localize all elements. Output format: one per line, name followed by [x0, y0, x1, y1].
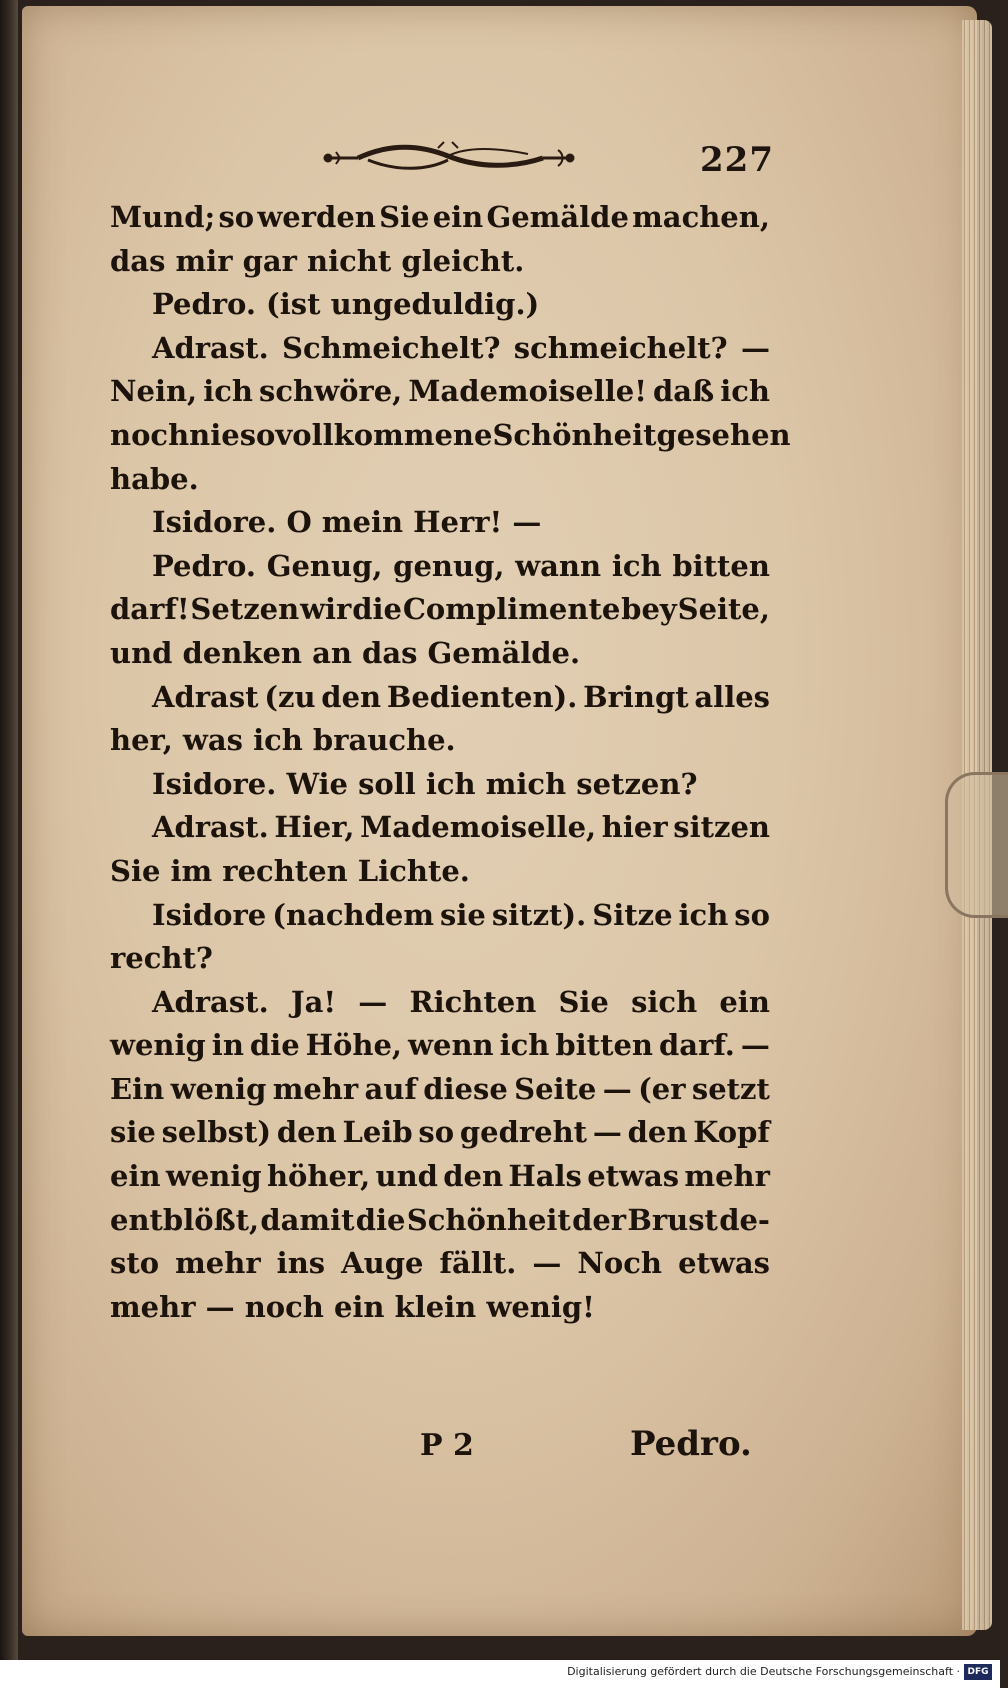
page-tab-marker	[945, 772, 1008, 918]
text-line: sto mehr ins Auge fällt. — Noch etwas	[110, 1246, 770, 1281]
text-line: und denken an das Gemälde.	[110, 635, 581, 670]
footer-credit: Digitalisierung gefördert durch die Deutsche Forschungsgemeinschaft ·	[567, 1665, 960, 1678]
header-ornament-icon	[318, 138, 580, 178]
text-line: Ein wenig mehr auf diese Seite — (er setzt	[110, 1071, 770, 1106]
page-body-text	[110, 196, 791, 1329]
text-line: noch nie so vollkommene Schönheit gesehen	[110, 417, 791, 452]
text-line: darf! Setzen wir die Complimente bey Seite,	[110, 592, 770, 627]
page-number: 227	[700, 140, 774, 180]
text-line: Sie im rechten Lichte.	[110, 853, 470, 888]
text-line: Pedro. (ist ungeduldig.)	[152, 287, 540, 322]
text-line: ein wenig höher, und den Hals etwas mehr	[110, 1159, 770, 1194]
text-line: Adrast. Ja! — Richten Sie sich ein	[152, 984, 770, 1019]
text-line: recht?	[110, 941, 213, 976]
text-line: Adrast. Schmeichelt? schmeichelt? —	[152, 330, 770, 365]
book-cover-edge	[0, 0, 18, 1688]
text-line: Isidore (nachdem sie sitzt). Sitze ich so	[152, 897, 770, 932]
text-line: Nein, ich schwöre, Mademoiselle! daß ich	[110, 374, 770, 409]
text-line: Isidore. O mein Herr! —	[152, 505, 542, 540]
text-line: habe.	[110, 461, 199, 496]
text-line: wenig in die Höhe, wenn ich bitten darf. —	[110, 1028, 770, 1063]
text-line: her, was ich brauche.	[110, 723, 456, 758]
text-line: Adrast. Hier, Mademoiselle, hier sitzen	[152, 810, 770, 845]
text-line: entblößt, damit die Schönheit der Brust de-	[110, 1202, 770, 1237]
text-line: mehr — noch ein klein wenig!	[110, 1289, 595, 1324]
text-line: Adrast (zu den Bedienten). Bringt alles	[152, 679, 770, 714]
text-line: das mir gar nicht gleicht.	[110, 243, 525, 278]
signature-mark: P 2	[420, 1428, 474, 1463]
text-line: Mund; so werden Sie ein Gemälde machen,	[110, 200, 770, 234]
dfg-logo-icon: DFG	[964, 1664, 992, 1680]
text-line: Isidore. Wie soll ich mich setzen?	[152, 766, 698, 801]
text-line: sie selbst) den Leib so gedreht — den Kopf	[110, 1115, 770, 1150]
catchword: Pedro.	[630, 1424, 752, 1464]
text-line: Pedro. Genug, genug, wann ich bitten	[152, 548, 770, 583]
